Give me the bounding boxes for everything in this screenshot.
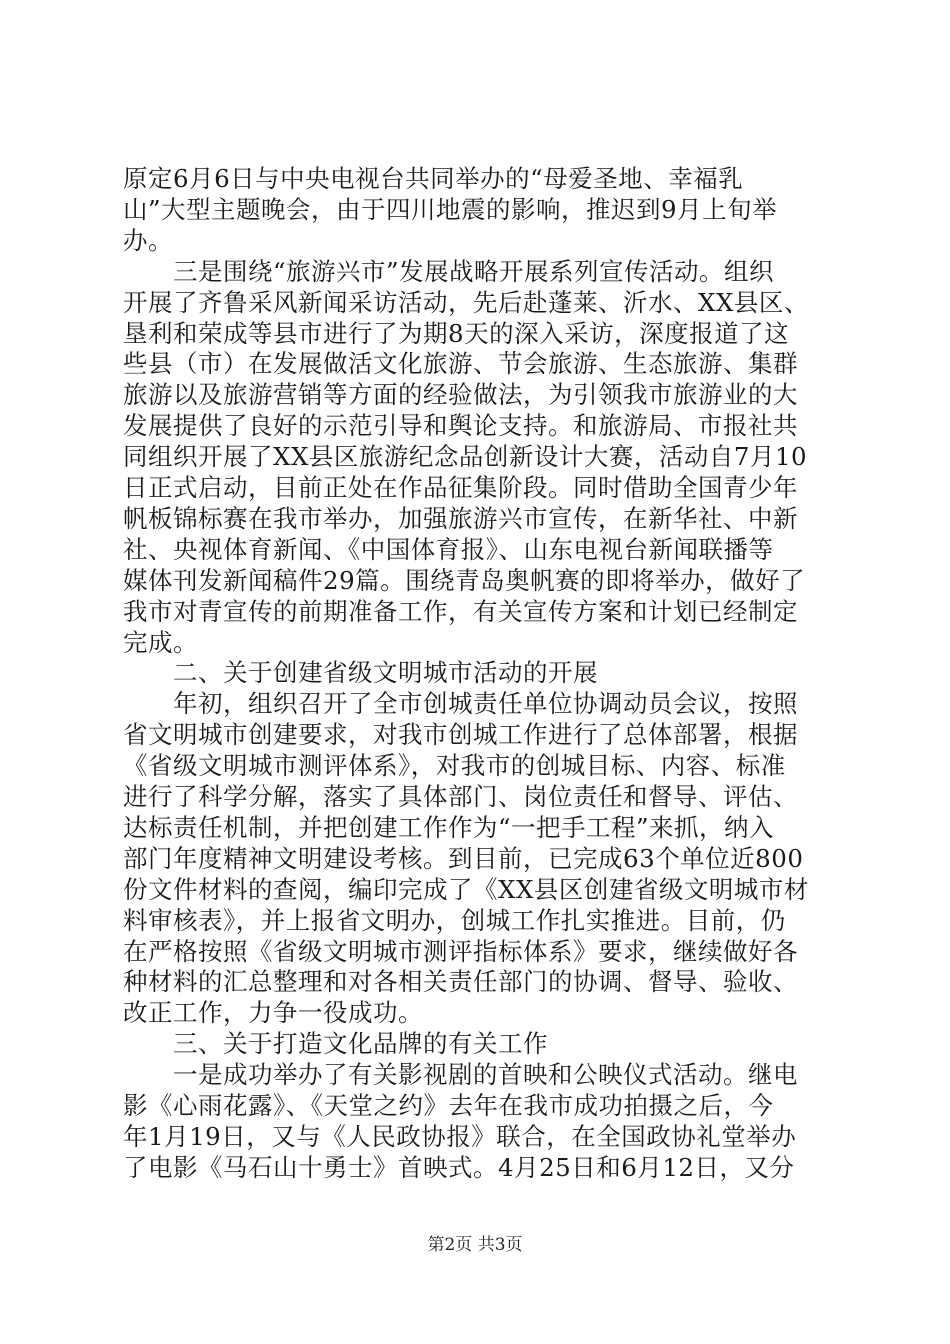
text-line: 社、央视体育新闻、《中国体育报》、山东电视台新闻联播等 — [123, 535, 774, 564]
text-line: 旅游以及旅游营销等方面的经验做法，为引领我市旅游业的大 — [123, 380, 798, 409]
text-line: 办。 — [123, 226, 173, 255]
text-line: 《省级文明城市测评体系》，对我市的创城目标、内容、标准 — [123, 751, 786, 780]
text-line: 山”大型主题晚会，由于四川地震的影响，推迟到9月上旬举 — [123, 195, 778, 224]
text-line: 年初，组织召开了全市创城责任单位协调动员会议，按照 — [123, 689, 798, 718]
section-heading: 二、关于创建省级文明城市活动的开展 — [123, 658, 598, 687]
page-number-footer: 第2页 共3页 — [427, 1235, 523, 1255]
text-line: 达标责任机制，并把创建工作作为“一把手工程”来抓，纳入 — [123, 813, 775, 842]
text-line: 份文件材料的查阅，编印完成了《XX县区创建省级文明城市材 — [123, 875, 809, 904]
section-heading: 三、关于打造文化品牌的有关工作 — [123, 1029, 548, 1058]
text-line: 帆板锦标赛在我市举办，加强旅游兴市宣传，在新华社、中新 — [123, 504, 798, 533]
text-line: 部门年度精神文明建设考核。到目前，已完成63个单位近800 — [123, 844, 804, 873]
text-line: 种材料的汇总整理和对各相关责任部门的协调、督导、验收、 — [123, 967, 798, 996]
text-line: 媒体刊发新闻稿件29篇。围绕青岛奥帆赛的即将举办，做好了 — [123, 566, 806, 595]
text-line: 改正工作，力争一役成功。 — [123, 998, 423, 1027]
text-line: 同组织开展了XX县区旅游纪念品创新设计大赛，活动自7月10 — [123, 442, 808, 471]
text-line: 年1月19日，又与《人民政协报》联合，在全国政协礼堂举办 — [123, 1122, 797, 1151]
text-line: 料审核表》，并上报省文明办，创城工作扎实推进。目前，仍 — [123, 906, 786, 935]
text-line: 在严格按照《省级文明城市测评指标体系》要求，继续做好各 — [123, 937, 798, 966]
text-line: 发展提供了良好的示范引导和舆论支持。和旅游局、市报社共 — [123, 411, 798, 440]
text-line: 原定6月6日与中央电视台共同举办的“母爱圣地、幸福乳 — [123, 164, 744, 193]
text-line: 垦利和荣成等县市进行了为期8天的深入采访，深度报道了这 — [123, 319, 790, 348]
text-line: 了电影《马石山十勇士》首映式。4月25日和6月12日，又分 — [123, 1153, 795, 1182]
text-line: 我市对青宣传的前期准备工作，有关宣传方案和计划已经制定 — [123, 597, 798, 626]
text-line: 进行了科学分解，落实了具体部门、岗位责任和督导、评估、 — [123, 782, 798, 811]
text-line: 日正式启动，目前正处在作品征集阶段。同时借助全国青少年 — [123, 473, 798, 502]
text-line: 一是成功举办了有关影视剧的首映和公映仪式活动。继电 — [123, 1060, 798, 1089]
text-line: 省文明城市创建要求，对我市创城工作进行了总体部署，根据 — [123, 720, 798, 749]
text-line: 完成。 — [123, 628, 198, 657]
text-line: 些县（市）在发展做活文化旅游、节会旅游、生态旅游、集群 — [123, 349, 798, 378]
text-line: 开展了齐鲁采风新闻采访活动，先后赴蓬莱、沂水、XX县区、 — [123, 288, 809, 317]
text-line: 影《心雨花露》、《天堂之约》去年在我市成功拍摄之后，今 — [123, 1091, 774, 1120]
text-line: 三是围绕“旅游兴市”发展战略开展系列宣传活动。组织 — [123, 257, 775, 286]
